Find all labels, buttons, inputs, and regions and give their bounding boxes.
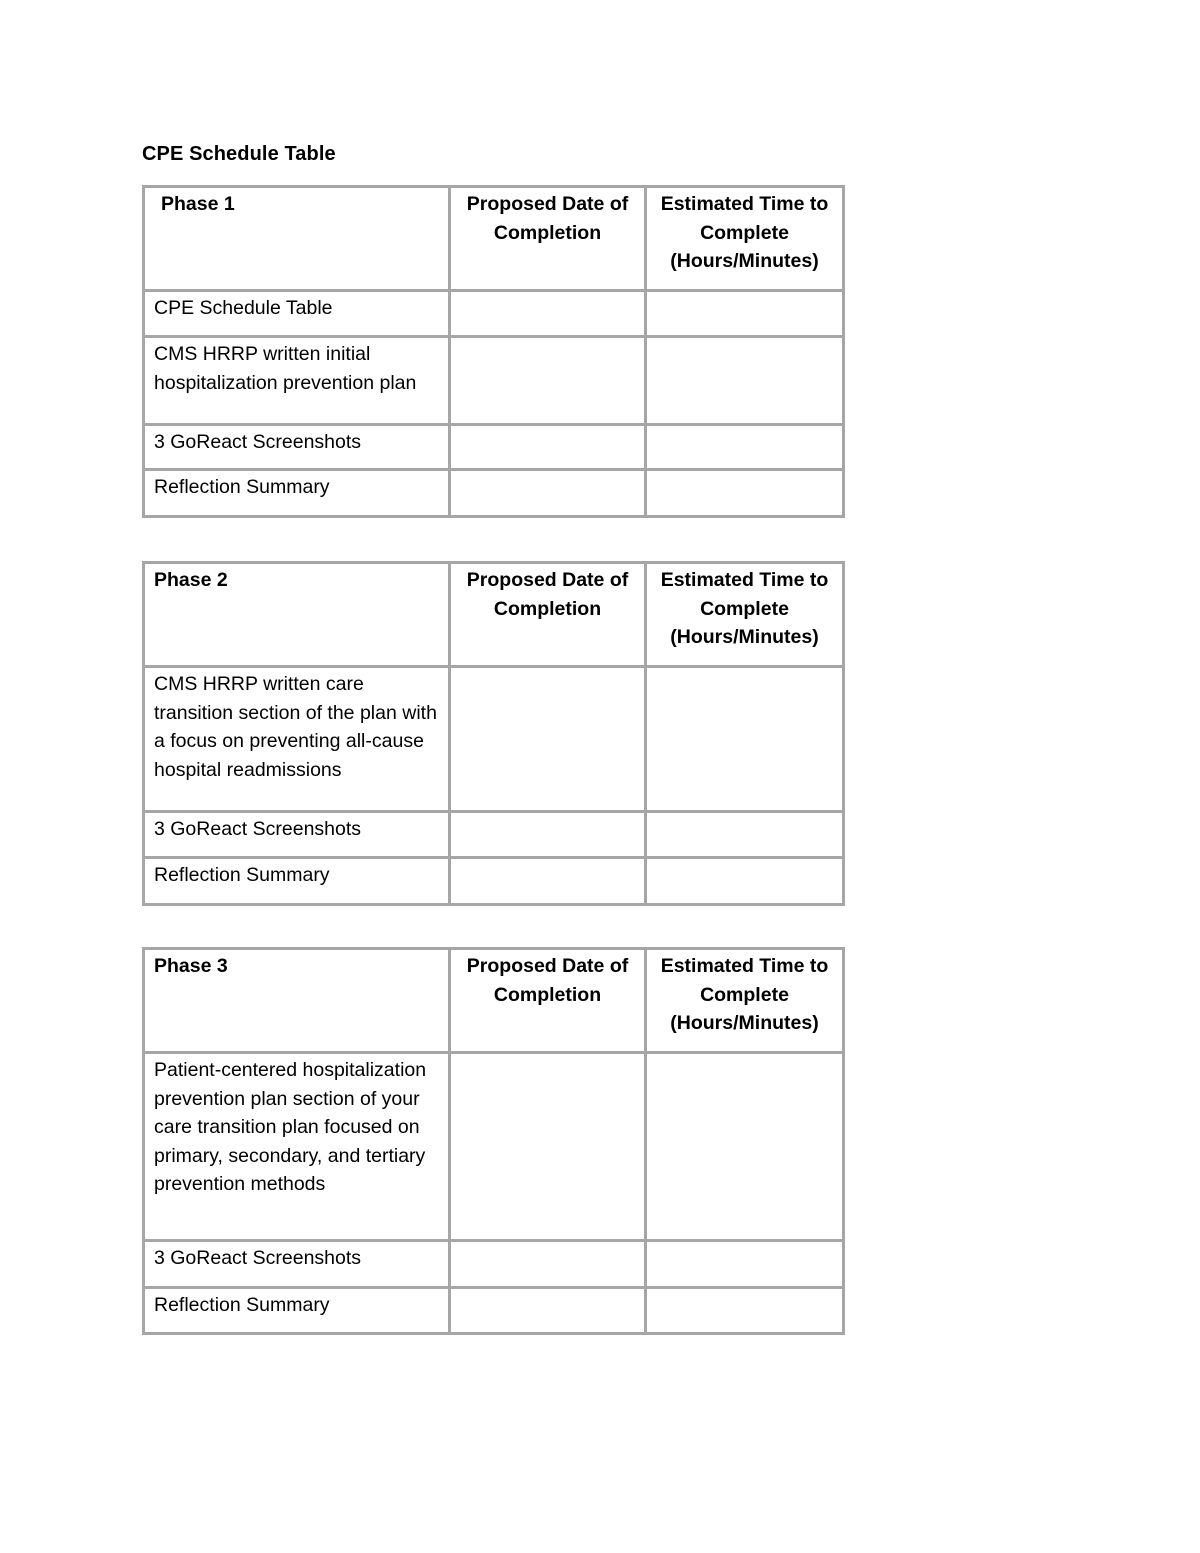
table-row xyxy=(144,812,844,858)
date-input-cell[interactable] xyxy=(450,1288,646,1334)
date-input-cell[interactable] xyxy=(450,667,646,812)
date-input-cell[interactable] xyxy=(450,470,646,517)
task-cell: CMS HRRP written care transition section of the plan with a focus on preventing all-cause hospital readmissions xyxy=(144,667,450,812)
time-input-cell[interactable] xyxy=(646,812,844,858)
table-row xyxy=(144,337,844,425)
time-input-cell[interactable] xyxy=(646,858,844,905)
phase-header: Phase 3 xyxy=(144,949,450,1053)
date-column-header: Proposed Date of Completion xyxy=(450,187,646,291)
task-cell: CPE Schedule Table xyxy=(144,291,450,337)
date-input-cell[interactable] xyxy=(450,1241,646,1288)
time-input-cell[interactable] xyxy=(646,667,844,812)
task-cell: Reflection Summary xyxy=(144,1288,450,1334)
table-row xyxy=(144,667,844,812)
date-column-header: Proposed Date of Completion xyxy=(450,949,646,1053)
task-cell: Reflection Summary xyxy=(144,470,450,517)
date-input-cell[interactable] xyxy=(450,812,646,858)
table-row xyxy=(144,858,844,905)
table-row xyxy=(144,1288,844,1334)
date-input-cell[interactable] xyxy=(450,337,646,425)
time-input-cell[interactable] xyxy=(646,470,844,517)
time-input-cell[interactable] xyxy=(646,1241,844,1288)
phase-header: Phase 2 xyxy=(144,563,450,667)
task-cell: 3 GoReact Screenshots xyxy=(144,1241,450,1288)
phase-3-table xyxy=(142,947,845,1335)
phase-1-table xyxy=(142,185,845,518)
table-row xyxy=(144,1053,844,1241)
task-cell: 3 GoReact Screenshots xyxy=(144,425,450,470)
document-title: CPE Schedule Table xyxy=(142,143,336,165)
date-input-cell[interactable] xyxy=(450,1053,646,1241)
time-input-cell[interactable] xyxy=(646,337,844,425)
task-cell: 3 GoReact Screenshots xyxy=(144,812,450,858)
task-cell: Patient-centered hospitalization prevention plan section of your care transition plan focused on primary, secondary, and tertiary prevention methods xyxy=(144,1053,450,1241)
table-row xyxy=(144,425,844,470)
task-cell: CMS HRRP written initial hospitalization prevention plan xyxy=(144,337,450,425)
table-row xyxy=(144,291,844,337)
table-row xyxy=(144,470,844,517)
phase-header: Phase 1 xyxy=(144,187,450,291)
time-input-cell[interactable] xyxy=(646,425,844,470)
date-column-header: Proposed Date of Completion xyxy=(450,563,646,667)
time-input-cell[interactable] xyxy=(646,291,844,337)
time-input-cell[interactable] xyxy=(646,1288,844,1334)
phase-2-table xyxy=(142,561,845,906)
time-column-header: Estimated Time to Complete (Hours/Minutes) xyxy=(646,563,844,667)
date-input-cell[interactable] xyxy=(450,425,646,470)
time-input-cell[interactable] xyxy=(646,1053,844,1241)
table-row xyxy=(144,1241,844,1288)
date-input-cell[interactable] xyxy=(450,291,646,337)
date-input-cell[interactable] xyxy=(450,858,646,905)
time-column-header: Estimated Time to Complete (Hours/Minutes) xyxy=(646,187,844,291)
task-cell: Reflection Summary xyxy=(144,858,450,905)
time-column-header: Estimated Time to Complete (Hours/Minutes) xyxy=(646,949,844,1053)
